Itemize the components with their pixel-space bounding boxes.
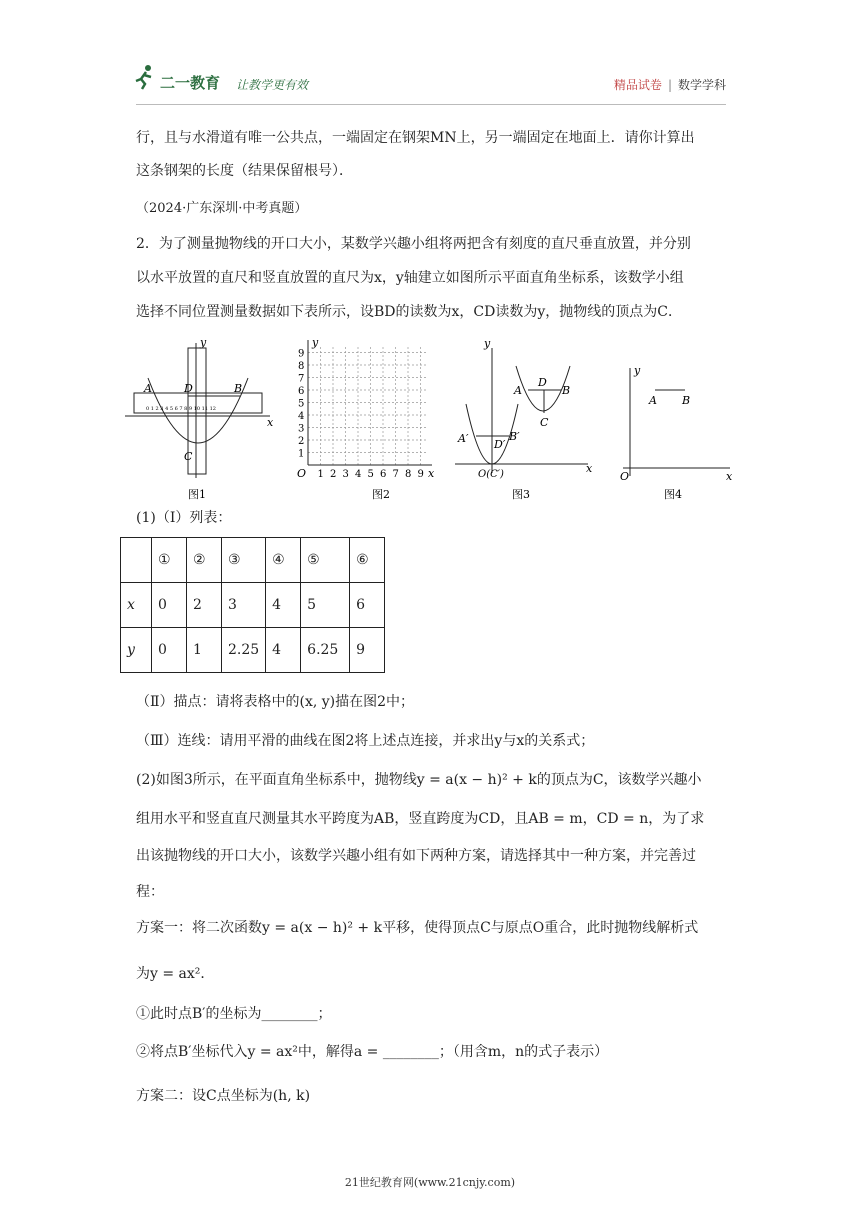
fig1-label-d: D (184, 382, 193, 395)
fig2-origin: O (297, 467, 307, 480)
page-footer: 21世纪教育网(www.21cnjy.com) (344, 1176, 516, 1189)
part-2-line: (2)如图3所示，在平面直角坐标系中，抛物线y = a(x − h)² + k的顶点为C，该数学兴趣小 (136, 772, 702, 788)
runner-logo-icon (134, 64, 156, 90)
table-cell: 1 (187, 628, 222, 673)
table-cell: ① (152, 538, 187, 583)
fig2-ytick: 4 (298, 411, 305, 422)
part-1-heading: (1)（Ⅰ）列表： (136, 510, 232, 526)
table-cell: 2.25 (222, 628, 266, 673)
figures-row (120, 338, 740, 508)
fig3-label-c: C (540, 416, 549, 429)
fig3-label-b: B (562, 384, 571, 397)
tag-quality: 精品试卷 (613, 78, 662, 92)
fig2-xtick: 5 (367, 469, 374, 480)
fig1-label-c: C (184, 450, 193, 463)
fig3-axis-y: y (484, 338, 491, 350)
text-line: （Ⅱ）描点：请将表格中的(x, y)描在图2中； (136, 694, 415, 710)
header-tags: 精品试卷 | 数学学科 (613, 78, 726, 92)
fig2-ytick: 3 (298, 423, 305, 435)
caption-fig4: 图4 (664, 488, 682, 501)
table-cell (121, 538, 152, 583)
fig2-xtick: 7 (392, 469, 399, 480)
table-cell: 6.25 (301, 628, 350, 673)
fig2-xtick: 4 (355, 469, 362, 480)
brand-slogan: 让教学更有效 (236, 78, 309, 92)
fig2-xtick: 1 (317, 469, 324, 480)
figure-2 (297, 338, 435, 480)
figure-1 (125, 338, 274, 478)
fig2-axis-x: x (428, 467, 435, 480)
fig4-axis-y: y (634, 364, 641, 377)
table-cell: 0 (152, 583, 187, 628)
table-row (121, 583, 385, 628)
caption-fig2: 图2 (372, 488, 390, 501)
table-cell: 5 (301, 583, 350, 628)
fig1-label-b: B (234, 382, 243, 395)
table-cell: ⑤ (301, 538, 350, 583)
fig1-ruler-ticks: 0 1 2 3 4 5 6 7 8 9 10 11 12 (146, 406, 216, 412)
text-line: ②将点B′坐标代入y = ax²中，解得a = ________；（用含m，n的式子表示） (136, 1044, 609, 1060)
fig1-axis-x: x (267, 416, 274, 429)
fig2-ytick: 2 (298, 436, 305, 447)
header-divider (136, 104, 726, 105)
fig2-xtick: 2 (330, 469, 337, 480)
fig4-axis-x: x (726, 470, 733, 483)
fig2-ytick: 5 (298, 398, 305, 410)
figure-3 (455, 338, 593, 480)
table-cell: x (121, 583, 152, 628)
plan-1-line: 方案一：将二次函数y = a(x − h)² + k平移，使得顶点C与原点O重合，此时抛物线解析式 (136, 920, 699, 936)
text-line: 以水平放置的直尺和竖直放置的直尺为x，y轴建立如图所示平面直角坐标系，该数学小组 (136, 270, 684, 286)
text-line: 组用水平和竖直直尺测量其水平跨度为AB，竖直跨度为CD，且AB = m，CD = n，为了求 (136, 811, 705, 827)
fig3-axis-x: x (586, 462, 593, 475)
text-line: 出该抛物线的开口大小，该数学兴趣小组有如下两种方案，请选择其中一种方案，并完善过 (136, 848, 696, 864)
table-cell: 6 (350, 583, 385, 628)
table-cell: y (121, 628, 152, 673)
fig3-label-d: D (538, 376, 547, 389)
table-row (121, 628, 385, 673)
fig4-label-a: A (649, 394, 657, 407)
caption-fig1: 图1 (188, 488, 206, 501)
text-line: 行，且与水滑道有唯一公共点，一端固定在钢架MN上，另一端固定在地面上．请你计算出 (136, 130, 695, 146)
caption-fig3: 图3 (512, 488, 530, 501)
brand-name: 二一教育 (160, 74, 221, 92)
text-line: （Ⅲ）连线：请用平滑的曲线在图2将上述点连接，并求出y与x的关系式； (136, 733, 595, 749)
fig2-xtick: 6 (380, 469, 387, 480)
fig2-xtick: 3 (342, 469, 349, 480)
table-cell: 2 (187, 583, 222, 628)
question-2-line: 2．为了测量抛物线的开口大小，某数学兴趣小组将两把含有刻度的直尺垂直放置，并分别 (136, 236, 691, 252)
fig3-label-b-prime: B′ (509, 430, 520, 443)
fig2-ytick: 7 (298, 373, 305, 385)
fig4-label-b: B (682, 394, 691, 407)
fig3-label-a: A (514, 384, 522, 397)
fig3-label-d-prime: D′ (494, 438, 506, 451)
plan-2-line: 方案二：设C点坐标为(h, k) (136, 1088, 311, 1104)
text-line: 选择不同位置测量数据如下表所示，设BD的读数为x，CD读数为y，抛物线的顶点为C． (136, 304, 682, 320)
fig2-ytick: 1 (298, 448, 305, 460)
figure-4 (620, 364, 733, 483)
source-note: （2024·广东深圳·中考真题） (136, 201, 308, 216)
text-line: 为y = ax²． (136, 966, 215, 982)
data-table (120, 537, 385, 673)
table-cell: ② (187, 538, 222, 583)
table-cell: 3 (222, 583, 266, 628)
text-line: 程： (136, 884, 164, 900)
table-header-row (121, 538, 385, 583)
table-cell: 0 (152, 628, 187, 673)
table-cell: 9 (350, 628, 385, 673)
table-cell: 4 (266, 583, 301, 628)
table-cell: ③ (222, 538, 266, 583)
fig2-ytick: 9 (298, 348, 305, 360)
table-cell: ⑥ (350, 538, 385, 583)
fig1-axis-y: y (200, 338, 207, 349)
table-cell: 4 (266, 628, 301, 673)
fig1-label-a: A (144, 382, 152, 395)
fig2-ytick: 6 (298, 386, 305, 397)
fig2-xtick: 9 (417, 469, 424, 480)
text-line: ①此时点B′的坐标为________； (136, 1006, 332, 1022)
fig4-origin: O (620, 470, 630, 483)
fig2-xtick: 8 (405, 469, 412, 480)
page-header (136, 70, 726, 100)
fig2-axis-y: y (312, 338, 319, 349)
table-cell: ④ (266, 538, 301, 583)
fig3-origin: O(C′) (478, 469, 504, 480)
fig3-label-a-prime: A′ (458, 432, 469, 445)
tag-subject: 数学学科 (677, 78, 726, 92)
fig2-ytick: 8 (298, 361, 305, 372)
text-line: 这条钢架的长度（结果保留根号）． (136, 163, 353, 179)
